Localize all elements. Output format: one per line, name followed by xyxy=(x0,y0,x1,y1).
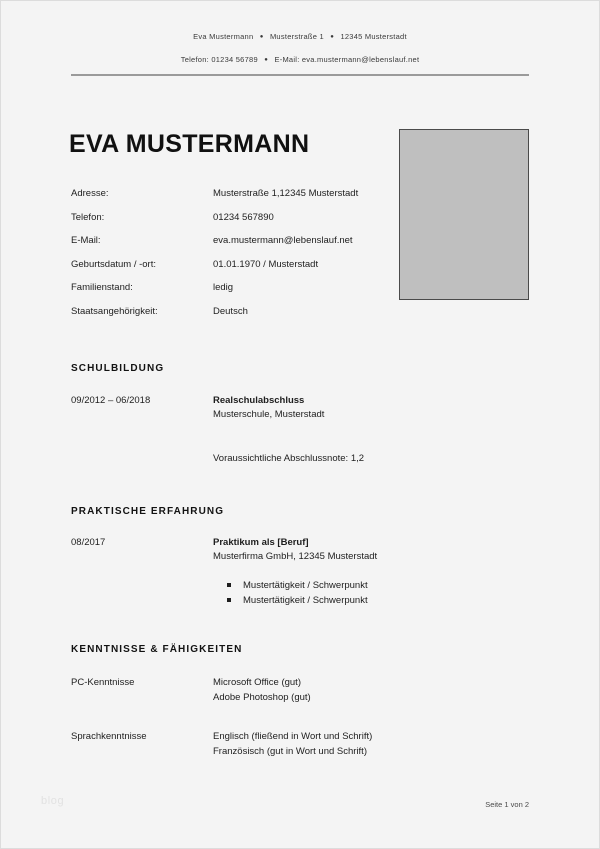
table-row xyxy=(71,305,401,319)
entry-title: Praktikum als [Beruf] xyxy=(213,537,309,548)
table-row xyxy=(71,675,491,705)
letterhead-name: Eva Mustermann xyxy=(193,32,254,41)
personal-label: E-Mail: xyxy=(71,235,101,246)
entry-bullet-list xyxy=(213,578,471,608)
entry-subtitle: Musterschule, Musterstadt xyxy=(213,409,325,420)
entry-title: Realschulabschluss xyxy=(213,395,305,406)
table-row xyxy=(71,187,401,201)
page-title: EVA MUSTERMANN xyxy=(69,130,310,158)
separator-dot-icon: ● xyxy=(264,56,269,63)
entry-details xyxy=(213,394,471,422)
separator-dot-icon: ● xyxy=(259,34,264,41)
letterhead-email: E-Mail: eva.mustermann@lebenslauf.net xyxy=(274,54,420,64)
table-row xyxy=(71,281,401,295)
personal-label: Staatsangehörigkeit: xyxy=(71,305,158,317)
kenntnisse-table xyxy=(71,675,491,759)
personal-data-table xyxy=(71,187,401,328)
personal-label: Adresse: xyxy=(71,188,109,199)
personal-label: Familienstand: xyxy=(71,282,133,293)
list-item xyxy=(213,593,471,608)
letterhead-address-line xyxy=(1,33,599,41)
table-row xyxy=(71,234,401,248)
schulbildung-entry xyxy=(71,394,471,466)
letterhead xyxy=(1,1,599,63)
photo-placeholder xyxy=(399,129,529,300)
skill-value xyxy=(213,729,491,759)
skill-value xyxy=(213,675,491,705)
personal-value: 01.01.1970 / Musterstadt xyxy=(213,258,319,270)
personal-label: Telefon: xyxy=(71,211,105,223)
personal-value: 01234 567890 xyxy=(213,211,274,223)
section-heading-kenntnisse: KENNTNISSE & FÄHIGKEITEN xyxy=(71,644,243,655)
list-item xyxy=(213,578,471,593)
entry-subtitle: Musterfirma GmbH, 12345 Musterstadt xyxy=(213,551,378,562)
square-bullet-icon xyxy=(227,583,231,587)
skill-value-line: Englisch (fließend in Wort und Schrift) xyxy=(213,731,373,742)
table-row xyxy=(71,536,471,564)
letterhead-contact-line xyxy=(1,56,599,64)
section-heading-praktische-erfahrung: PRAKTISCHE ERFAHRUNG xyxy=(71,506,225,517)
square-bullet-icon xyxy=(227,598,231,602)
skill-value-line: Französisch (gut in Wort und Schrift) xyxy=(213,746,367,757)
personal-value: ledig xyxy=(213,282,234,293)
skill-value-line: Microsoft Office (gut) xyxy=(213,677,301,688)
entry-extra-note: Voraussichtliche Abschlussnote: 1,2 xyxy=(213,453,365,464)
skill-label: PC-Kenntnisse xyxy=(71,677,135,688)
page-number: Seite 1 von 2 xyxy=(485,800,529,809)
table-row xyxy=(71,729,491,759)
skill-value-line: Adobe Photoshop (gut) xyxy=(213,692,311,703)
separator-dot-icon: ● xyxy=(330,34,335,41)
letterhead-city: 12345 Musterstadt xyxy=(340,32,407,41)
letterhead-phone: Telefon: 01234 56789 xyxy=(180,54,258,64)
section-heading-schulbildung: SCHULBILDUNG xyxy=(71,363,165,374)
table-row xyxy=(71,258,401,272)
letterhead-street: Musterstraße 1 xyxy=(269,32,324,41)
header-divider xyxy=(71,74,529,76)
personal-value: Deutsch xyxy=(213,305,248,317)
list-item-label: Mustertätigkeit / Schwerpunkt xyxy=(243,580,368,591)
entry-date: 09/2012 – 06/2018 xyxy=(71,395,151,406)
skill-label: Sprachkenntnisse xyxy=(71,731,147,742)
praktische-erfahrung-entry xyxy=(71,536,471,608)
blog-watermark: blog xyxy=(41,795,65,807)
personal-value: eva.mustermann@lebenslauf.net xyxy=(213,235,353,246)
table-row xyxy=(71,211,401,225)
list-item-label: Mustertätigkeit / Schwerpunkt xyxy=(243,595,368,606)
table-row xyxy=(71,394,471,422)
entry-details xyxy=(213,536,471,564)
personal-value: Musterstraße 1,12345 Musterstadt xyxy=(213,188,359,199)
personal-label: Geburtsdatum / -ort: xyxy=(71,258,157,270)
entry-date: 08/2017 xyxy=(71,537,106,548)
